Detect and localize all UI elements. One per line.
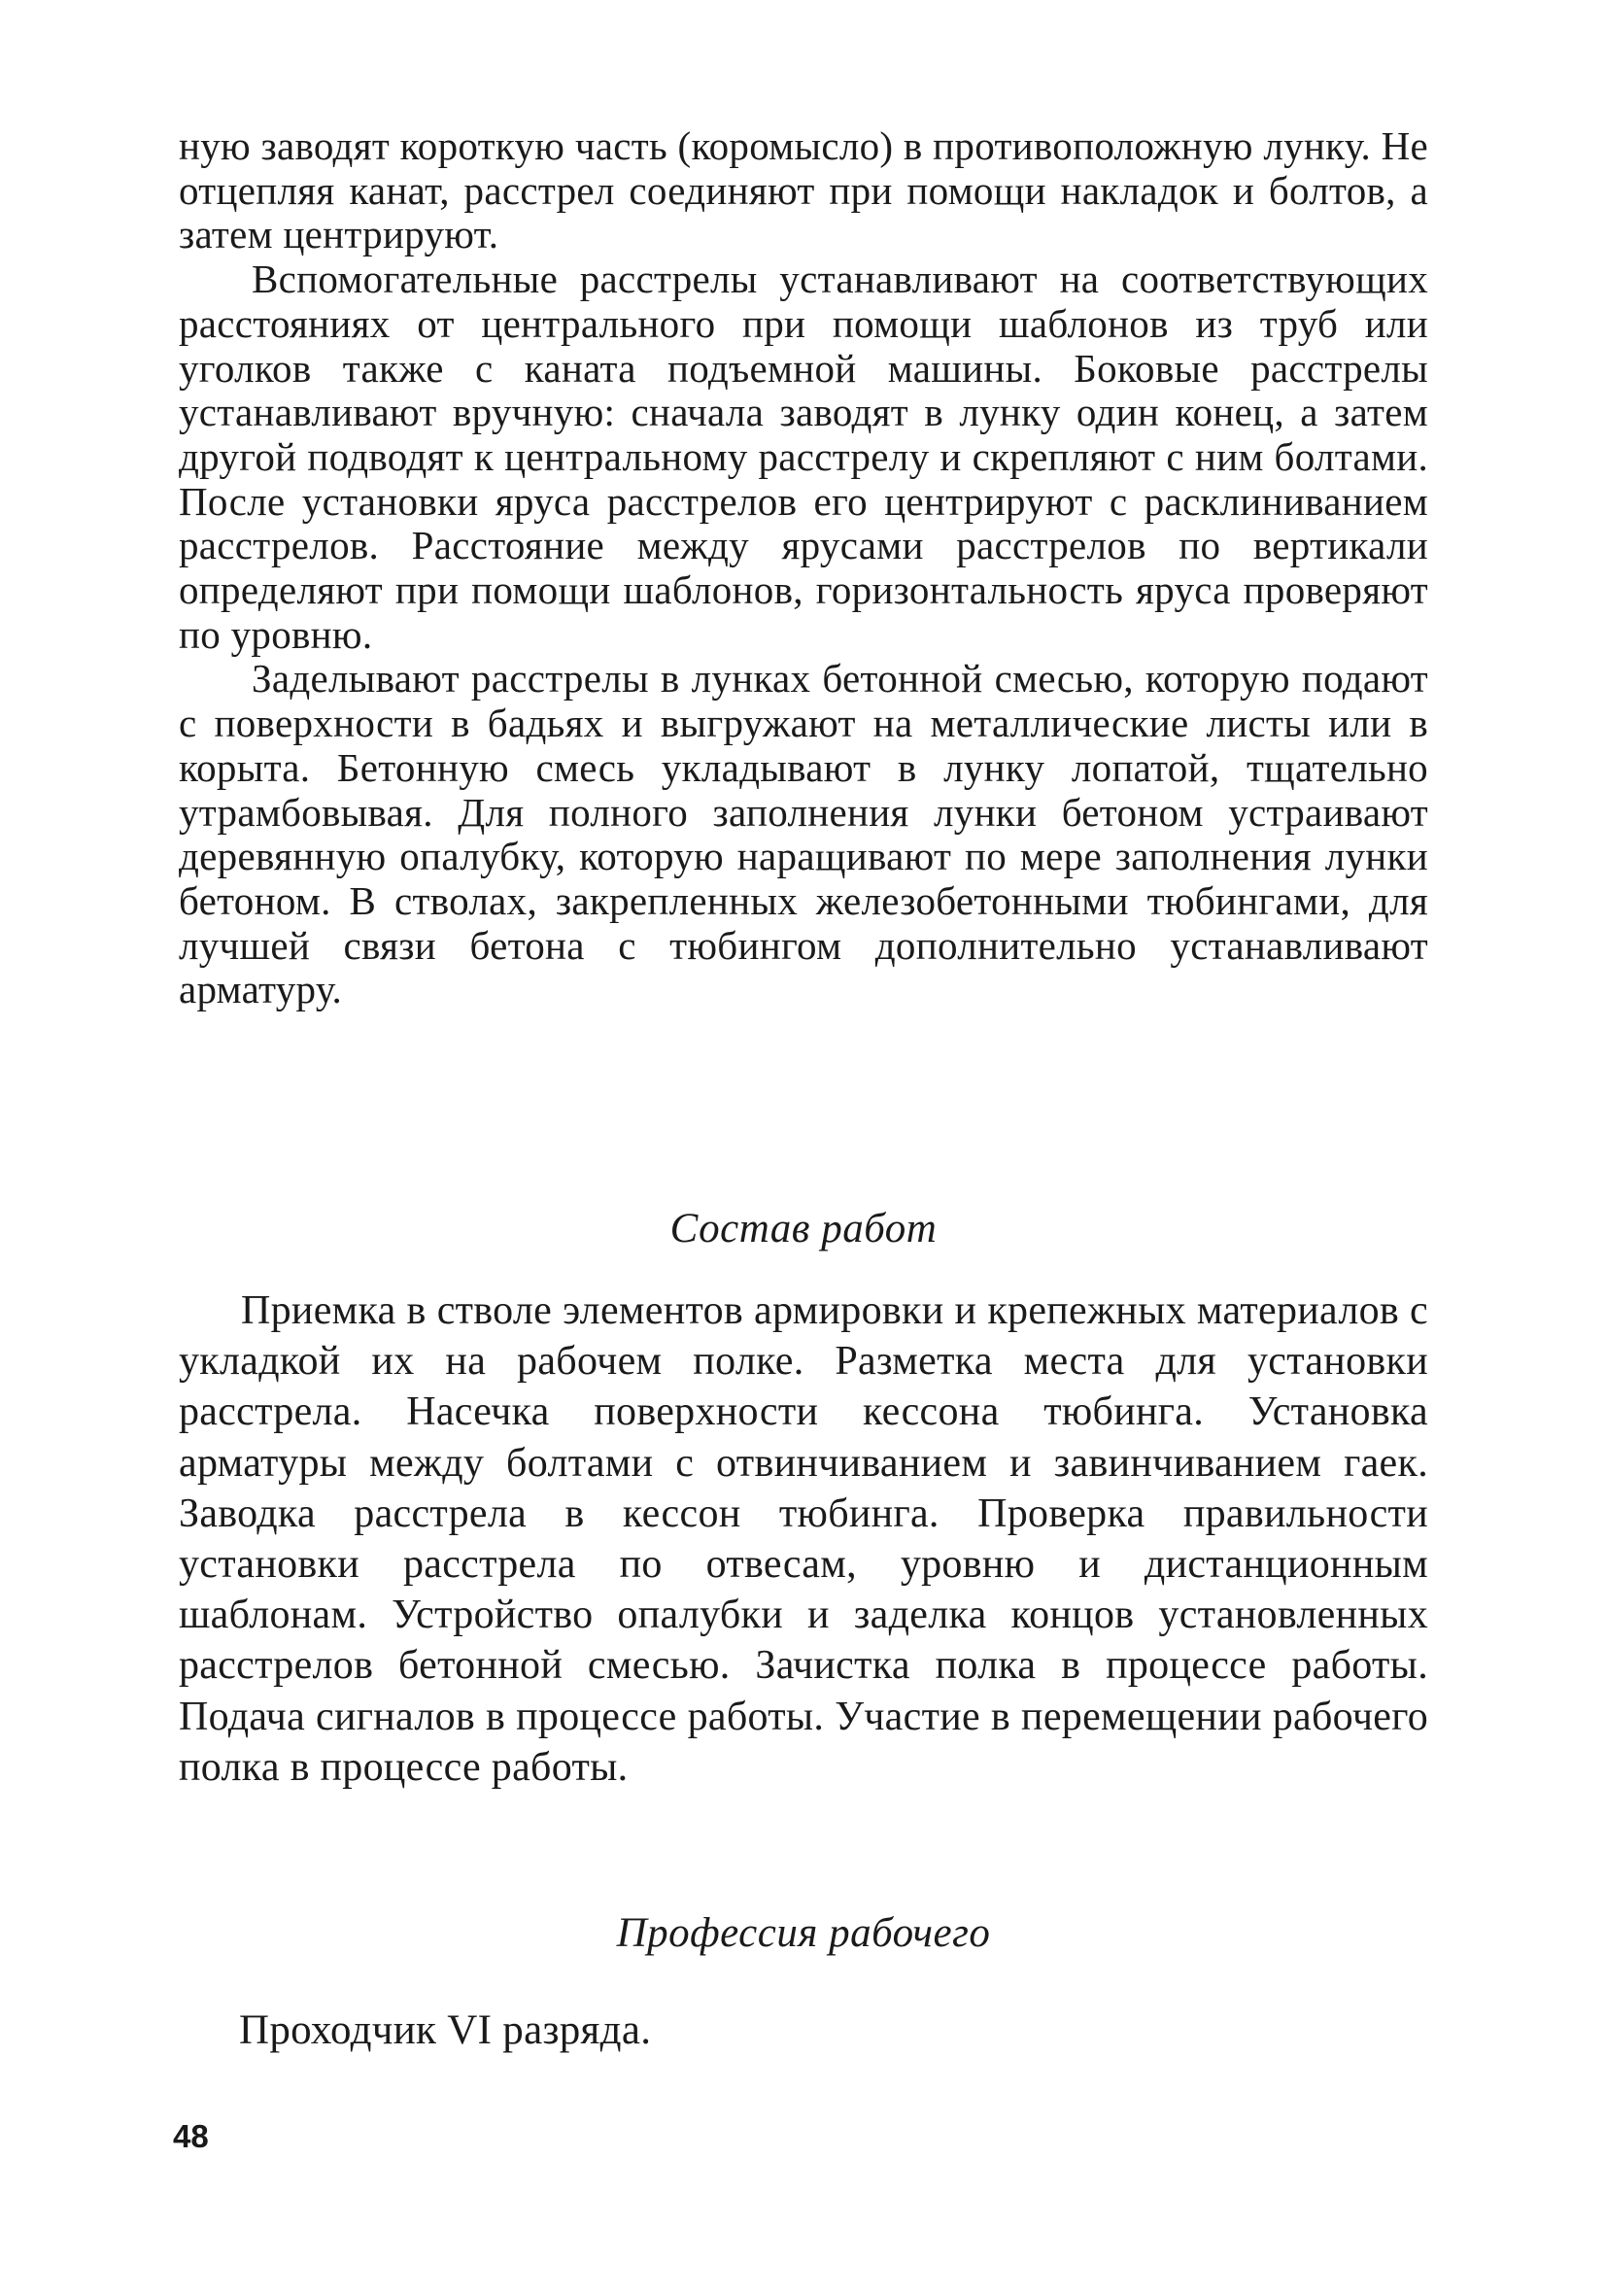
- text-block-top: [179, 124, 1428, 1012]
- paragraph-sealing: Заделывают расстрелы в лунках бетонной смесью, которую подают с поверхности в бадьях и выгружают на металлические листы или в корыта. Бетонную смесь укладывают в лунку лопатой, тщательно утрамбовывая. Для полного заполнения лунки бетоном устраивают деревянную опалубку, которую наращивают по мере заполнения лунки бетоном. В стволах, закрепленных железобетонными тюбингами, для лучшей связи бетона с тюбингом дополнительно устанавливают арматуру.: [179, 656, 1428, 1012]
- text-block-work: [179, 1285, 1428, 1793]
- section-heading-profession: Профессия рабочего: [616, 1910, 991, 1956]
- profession-text: Проходчик VI разряда.: [239, 2007, 652, 2053]
- page-number: 48: [173, 2118, 209, 2154]
- section-heading-work: Состав работ: [669, 1206, 938, 1251]
- continuation-paragraph: ную заводят короткую часть (коромысло) в противоположную лунку. Не отцепляя канат, расстрел соединяют при помощи накладок и болтов, а затем центрируют.: [179, 123, 1428, 257]
- paragraph-work-composition: Приемка в стволе элементов армировки и крепежных материалов с укладкой их на рабочем полке. Разметка места для установки расстрела. Насечка поверхности кессона тюбинга. Установка арматуры между болтами с отвинчиванием и завинчиванием гаек. Заводка расстрела в кессон тюбинга. Проверка правильности установки расстрела по отвесам, уровню и дистанционным шаблонам. Устройство опалубки и заделка концов установленных расстрелов бетонной смесью. Зачистка полка в процессе работы. Подача сигналов в процессе работы. Участие в перемещении рабочего полка в процессе работы.: [179, 1288, 1428, 1790]
- paragraph-auxiliary-struts: Вспомогательные расстрелы устанавливают на соответствующих расстояниях от центрального при помощи шаблонов из труб или уголков также с каната подъемной машины. Боковые расстрелы устанавливают вручную: сначала заводят в лунку один конец, а затем другой подводят к центральному расстрелу и скрепляют с ним болтами. После установки яруса расстрелов его центрируют с расклиниванием расстрелов. Расстояние между ярусами расстрелов по вертикали определяют при помощи шаблонов, горизонтальность яруса проверяют по уровню.: [179, 257, 1428, 657]
